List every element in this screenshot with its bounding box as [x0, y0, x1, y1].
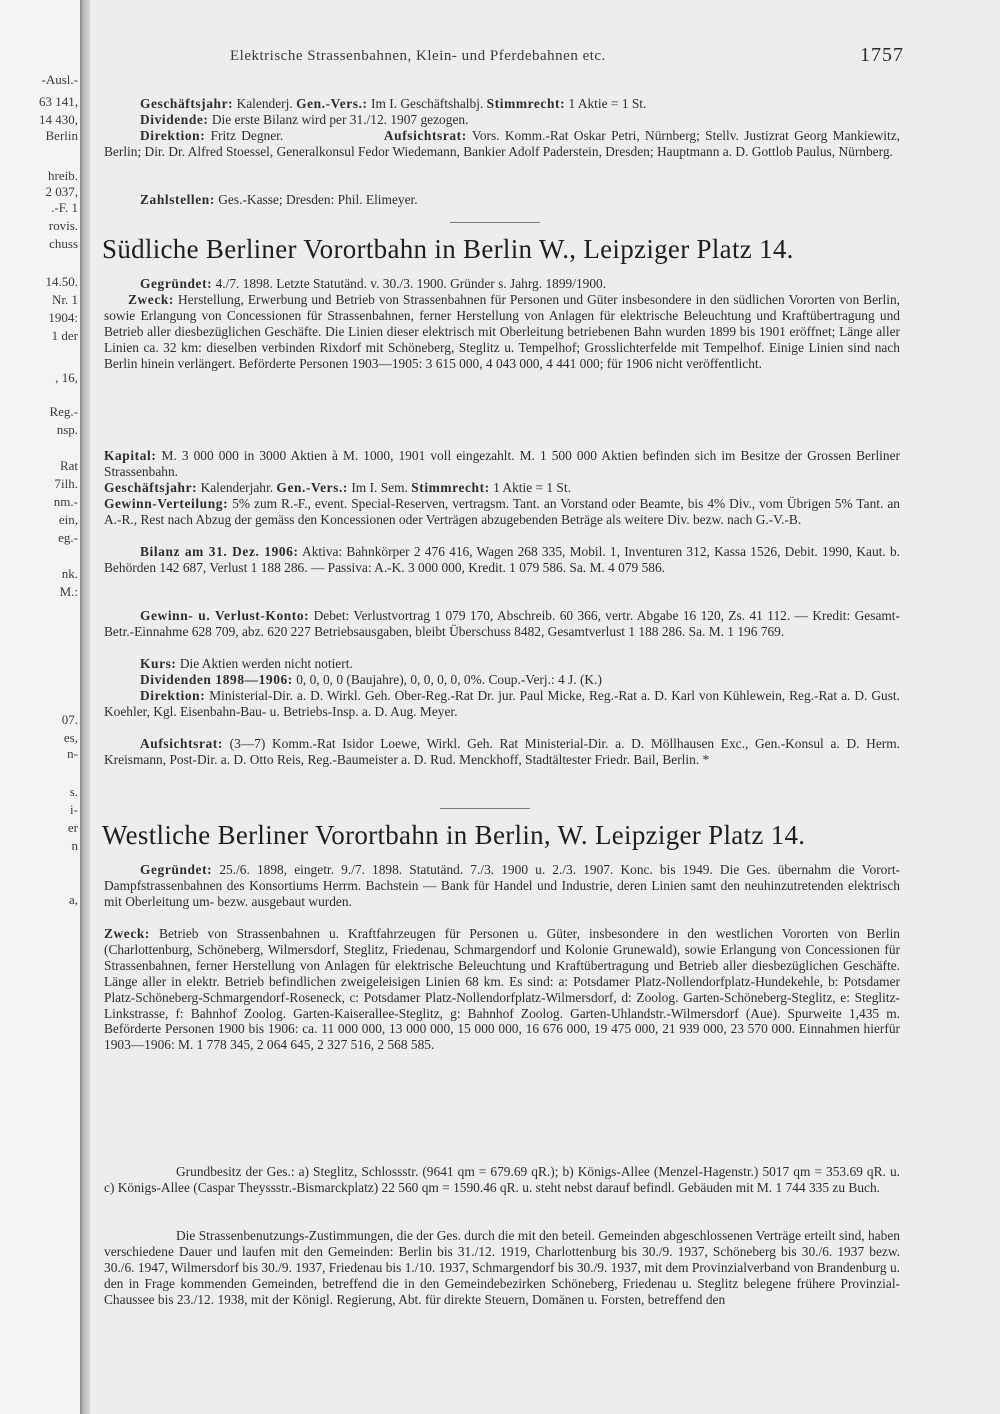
- westliche-gegruendet: [104, 862, 900, 910]
- prev-line: chuss: [49, 236, 78, 251]
- prev-line: 2 037,: [45, 184, 78, 199]
- label: Bilanz am 31. Dez. 1906:: [140, 544, 299, 559]
- prev-line: 07.: [61, 712, 78, 727]
- suedliche-guv: [104, 608, 900, 640]
- value: 1 Aktie = 1 St.: [493, 480, 571, 495]
- suedliche-gegruendet: [104, 276, 900, 292]
- prev-line: , 16,: [55, 370, 78, 385]
- label: Zweck:: [128, 292, 174, 307]
- section-divider: [450, 222, 540, 223]
- prev-line: rovis.: [48, 218, 78, 233]
- value: 4./7. 1898. Letzte Statutänd. v. 30./3. 1900. Gründer s. Jahrg. 1899/1900.: [215, 276, 607, 291]
- value: (3—7) Komm.-Rat Isidor Loewe, Wirkl. Geh. Rat Ministerial-Dir. a. D. Möllhausen Exc., Gen.-Konsul a. D. Herm. Kreismann, Post-Dir. a. D. Otto Reis, Reg.-Baumeister a. D. Rud. Menckhoff, Stadtältester Friedr. Bail, Berlin. *: [104, 736, 900, 767]
- label: Aufsichtsrat:: [383, 128, 467, 143]
- value: 25./6. 1898, eingetr. 9./7. 1898. Statutänd. 7./3. 1900 u. 2./3. 1907. Konc. bis 1949. Die Ges. übernahm die Vorort-Dampfstrassenbahnen des Konsortiums Herrm. Bachstein — Bank für Handel und Industrie, deren Linien samt den neuhinzutretenden elektrisch mit Oberleitung um- bezw. ausgebaut wurden.: [104, 862, 900, 909]
- prev-line: eg.-: [58, 530, 78, 545]
- value: Ministerial-Dir. a. D. Wirkl. Geh. Ober-Reg.-Rat Dr. jur. Paul Micke, Reg.-Rat a. D. Karl von Kühlewein, Reg.-Rat a. D. Gust. Koehler, Kgl. Eisenbahn-Bau- u. Betriebs-Insp. a. D. Aug. Meyer.: [104, 688, 900, 719]
- prev-line: M.:: [59, 584, 78, 599]
- value: Die Aktien werden nicht notiert.: [179, 656, 353, 671]
- top-entry-line-2: [140, 112, 900, 128]
- label: Zahlstellen:: [140, 192, 215, 207]
- prev-line: .-F. 1: [51, 200, 78, 215]
- prev-line: nsp.: [56, 422, 78, 437]
- prev-line: s.: [69, 784, 78, 799]
- prev-line: n: [71, 838, 78, 853]
- label: Gen.-Vers.:: [296, 96, 368, 111]
- section-title-suedliche: Südliche Berliner Vorortbahn in Berlin W., Leipziger Platz 14.: [102, 234, 794, 264]
- suedliche-kapital: [104, 448, 900, 480]
- value: Im I. Sem.: [351, 480, 408, 495]
- previous-page-column: [0, 0, 80, 1414]
- label: Gewinn- u. Verlust-Konto:: [140, 608, 310, 623]
- value: Herstellung, Erwerbung und Betrieb von Strassenbahnen für Personen und Güter insbesondere in den südlichen Vororten von Berlin, sowie Erlangung von Concessionen für Strassenbahnen, ferner Herstellung von Anlagen für elektrische Beleuchtung und Kraftübertragung und Betrieb aller diesbezüglichen Geschäfte. Die Linien dieser elektrisch mit Oberleitung betriebenen Bahn wurden 1899 bis 1901 eröffnet; Länge aller Linien ca. 32 km: dieselben verbinden Rixdorf mit Schöneberg, Steglitz u. Tempelhof; Grosslichterfelde mit Tempelhof. Einige Linien sind nach Berlin hinein verlängert. Beförderte Personen 1903—1905: 3 615 000, 4 043 000, 4 441 000; für 1906 nicht veröffentlicht.: [104, 292, 900, 371]
- label: Aufsichtsrat:: [140, 736, 223, 751]
- label: Geschäftsjahr:: [140, 96, 234, 111]
- page: [90, 0, 1000, 1414]
- label: Stimmrecht:: [411, 480, 490, 495]
- prev-line: 1 der: [51, 328, 78, 343]
- top-entry-line-1: [140, 96, 900, 112]
- value: Im I. Geschäftshalbj.: [370, 96, 484, 111]
- suedliche-bilanz: [104, 544, 900, 576]
- value: 0, 0, 0, 0 (Baujahre), 0, 0, 0, 0, 0%. Coup.-Verj.: 4 J. (K.): [296, 672, 602, 687]
- prev-line: er: [67, 820, 78, 835]
- prev-line: ein,: [58, 512, 78, 527]
- prev-line: Reg.-: [49, 404, 78, 419]
- value: 1 Aktie = 1 St.: [568, 96, 647, 111]
- value: Die erste Bilanz wird per 31./12. 1907 gezogen.: [211, 112, 469, 127]
- prev-line: 14.50.: [45, 274, 78, 289]
- label: Gen.-Vers.:: [276, 480, 348, 495]
- value: M. 3 000 000 in 3000 Aktien à M. 1000, 1901 voll eingezahlt. M. 1 500 000 Aktien befinden sich im Besitze der Grossen Berliner Strassenbahn.: [104, 448, 901, 479]
- value: Betrieb von Strassenbahnen u. Kraftfahrzeugen für Personen u. Güter, insbesondere in den westlichen Vororten von Berlin (Charlottenburg, Schöneberg, Wilmersdorf, Steglitz, Friedenau, Schmargendorf und Kolonie Grunewald), sowie Erlangung von Concessionen für Strassenbahnen, ferner Herstellung von Anlagen für elektrische Beleuchtung und Kraftübertragung und Betrieb aller diesbezüglichen Geschäfte. Länge aller in elektr. Betrieb befindlichen zweigeleisigen Linien 68 km. Es sind: a: Potsdamer Platz-Nollendorfplatz-Hundekehle, b: Potsdamer Platz-Schöneberg-Schmargendorf-Roseneck, c: Potsdamer Platz-Nollendorfplatz-Wilmersdorf, d: Zoolog. Garten-Schöneberg-Steglitz, e: Steglitz-Linkstrasse, f: Bahnhof Zoolog. Garten-Kaiserallee-Steglitz, g: Bahnhof Zoolog. Garten-Uhlandstr.-Wilmersdorf (Aue). Spurweite 1,435 m. Beförderte Personen 1900 bis 1906: ca. 11 000 000, 13 000 000, 15 000 000, 16 676 000, 19 475 000, 21 939 000, 23 570 000. Einnahmen hierfür 1903—1906: M. 1 778 345, 2 064 645, 2 327 516, 2 568 585.: [104, 926, 900, 1053]
- prev-line: -Ausl.-: [41, 72, 78, 87]
- label: Dividenden 1898—1906:: [140, 672, 293, 687]
- suedliche-gewinn-verteilung: [104, 496, 900, 528]
- suedliche-kurs: [140, 656, 900, 672]
- value: Kalenderjahr.: [200, 480, 274, 495]
- prev-line: nm.-: [53, 494, 78, 509]
- label: Stimmrecht:: [486, 96, 566, 111]
- section-title-westliche: Westliche Berliner Vorortbahn in Berlin, W. Leipziger Platz 14.: [102, 820, 806, 850]
- label: Kurs:: [140, 656, 177, 671]
- prev-line: 7ilh.: [54, 476, 78, 491]
- section-divider: [440, 808, 530, 809]
- label: Gegründet:: [140, 276, 213, 291]
- top-entry-zahlstellen: [140, 192, 900, 208]
- prev-line: Nr. 1: [52, 292, 78, 307]
- suedliche-zweck: [104, 292, 900, 372]
- prev-line: es,: [63, 730, 78, 745]
- label: Kapital:: [104, 448, 157, 463]
- value: Debet: Verlustvortrag 1 079 170, Abschreib. 60 366, vertr. Abgabe 16 120, Zs. 41 112. — Kredit: Gesamt-Betr.-Einnahme 628 709, abz. 620 227 Betriebsausgaben, bleibt Überschuss 8482, Gesamtverlust 1 188 286. Sa. M. 1 196 769.: [104, 608, 900, 639]
- label: Dividende:: [140, 112, 209, 127]
- top-entry-direktion: [104, 128, 900, 160]
- prev-line: a,: [68, 892, 78, 907]
- value: Vors. Komm.-Rat Oskar Petri, Nürnberg; Stellv. Justizrat Georg Mankiewitz, Berlin; Dir. Dr. Alfred Stoessel, Generalkonsul Fedor Wiedemann, Bankier Adolf Paderstein, Dresden; Hauptmann a. D. Gottlob Paulus, Nürnberg.: [104, 128, 900, 159]
- prev-line: i-: [70, 802, 78, 817]
- book-gutter: [80, 0, 90, 1414]
- value: Aktiva: Bahnkörper 2 476 416, Wagen 268 335, Mobil. 1, Inventuren 312, Kassa 1526, Debit. 1990, Kaut. b. Behörden 142 687, Verlust 1 188 286. — Passiva: A.-K. 3 000 000, Kredit. 1 079 586. Sa. M. 4 079 586.: [104, 544, 901, 575]
- value: Ges.-Kasse; Dresden: Phil. Elimeyer.: [218, 192, 418, 207]
- running-title: Elektrische Strassenbahnen, Klein- und Pferdebahnen etc.: [230, 48, 606, 64]
- suedliche-aufsichtsrat: [104, 736, 900, 768]
- prev-line: nk.: [61, 566, 78, 581]
- prev-line: Rat: [59, 458, 78, 473]
- prev-line: n-: [67, 746, 78, 761]
- prev-line: 14 430,: [39, 112, 78, 127]
- value: Fritz Degner.: [210, 128, 284, 143]
- page-number: 1757: [860, 44, 904, 66]
- westliche-strassenbenutzung: Die Strassenbenutzungs-Zustimmungen, die der Ges. durch die mit den beteil. Gemeinden abgeschlossenen Verträge erteilt sind, haben verschiedene Dauer und laufen mit den Gemeinden: Berlin bis 31./12. 1919, Charlottenburg bis 30./9. 1937, Schöneberg bis 30./6. 1937 bezw. 30./6. 1947, Wilmersdorf bis 30./9. 1937, Friedenau bis 1./10. 1937, Schmargendorf bis 30./9. 1937, mit dem Provinzialverband von Brandenburg u. den in Frage kommenden Gemeinden, betreffend die in den Gemeindebezirken Schöneberg, Friedenau u. Steglitz belegene frühere Provinzial-Chaussee bis 23./12. 1938, mit der Königl. Regierung, Abt. für direkte Steuern, Domänen u. Forsten, betreffend den: [104, 1228, 900, 1307]
- label: Direktion:: [140, 688, 206, 703]
- prev-line: 1904:: [48, 310, 78, 325]
- value: Kalenderj.: [236, 96, 293, 111]
- prev-line: Berlin: [45, 128, 78, 143]
- prev-line: hreib.: [48, 168, 78, 183]
- label: Geschäftsjahr:: [104, 480, 198, 495]
- value: 5% zum R.-F., event. Special-Reserven, vertragsm. Tant. an Vorstand oder Beamte, bis 4% Div., vom Übrigen 5% Tant. an A.-R., Rest nach Abzug der gemäss den Koncessionen oder Verträgen abzugebenden Beträge als weitere Div. bezw. nach G.-V.-B.: [104, 496, 900, 527]
- suedliche-geschaeftsjahr: [104, 480, 900, 496]
- suedliche-direktion: [104, 688, 900, 720]
- label: Gewinn-Verteilung:: [104, 496, 229, 511]
- westliche-grundbesitz: Grundbesitz der Ges.: a) Steglitz, Schlossstr. (9641 qm = 679.69 qR.); b) Königs-Allee (Menzel-Hagenstr.) 5017 qm = 353.69 qR. u. c) Königs-Allee (Caspar Theyssstr.-Bismarckplatz) 22 560 qm = 1590.46 qR. u. steht nebst darauf befindl. Gebäuden mit M. 1 744 335 zu Buch.: [104, 1164, 900, 1195]
- label: Zweck:: [104, 926, 150, 941]
- suedliche-dividenden: [140, 672, 900, 688]
- label: Gegründet:: [140, 862, 213, 877]
- label: Direktion:: [140, 128, 206, 143]
- westliche-zweck: [104, 926, 900, 1053]
- prev-line: 63 141,: [39, 94, 78, 109]
